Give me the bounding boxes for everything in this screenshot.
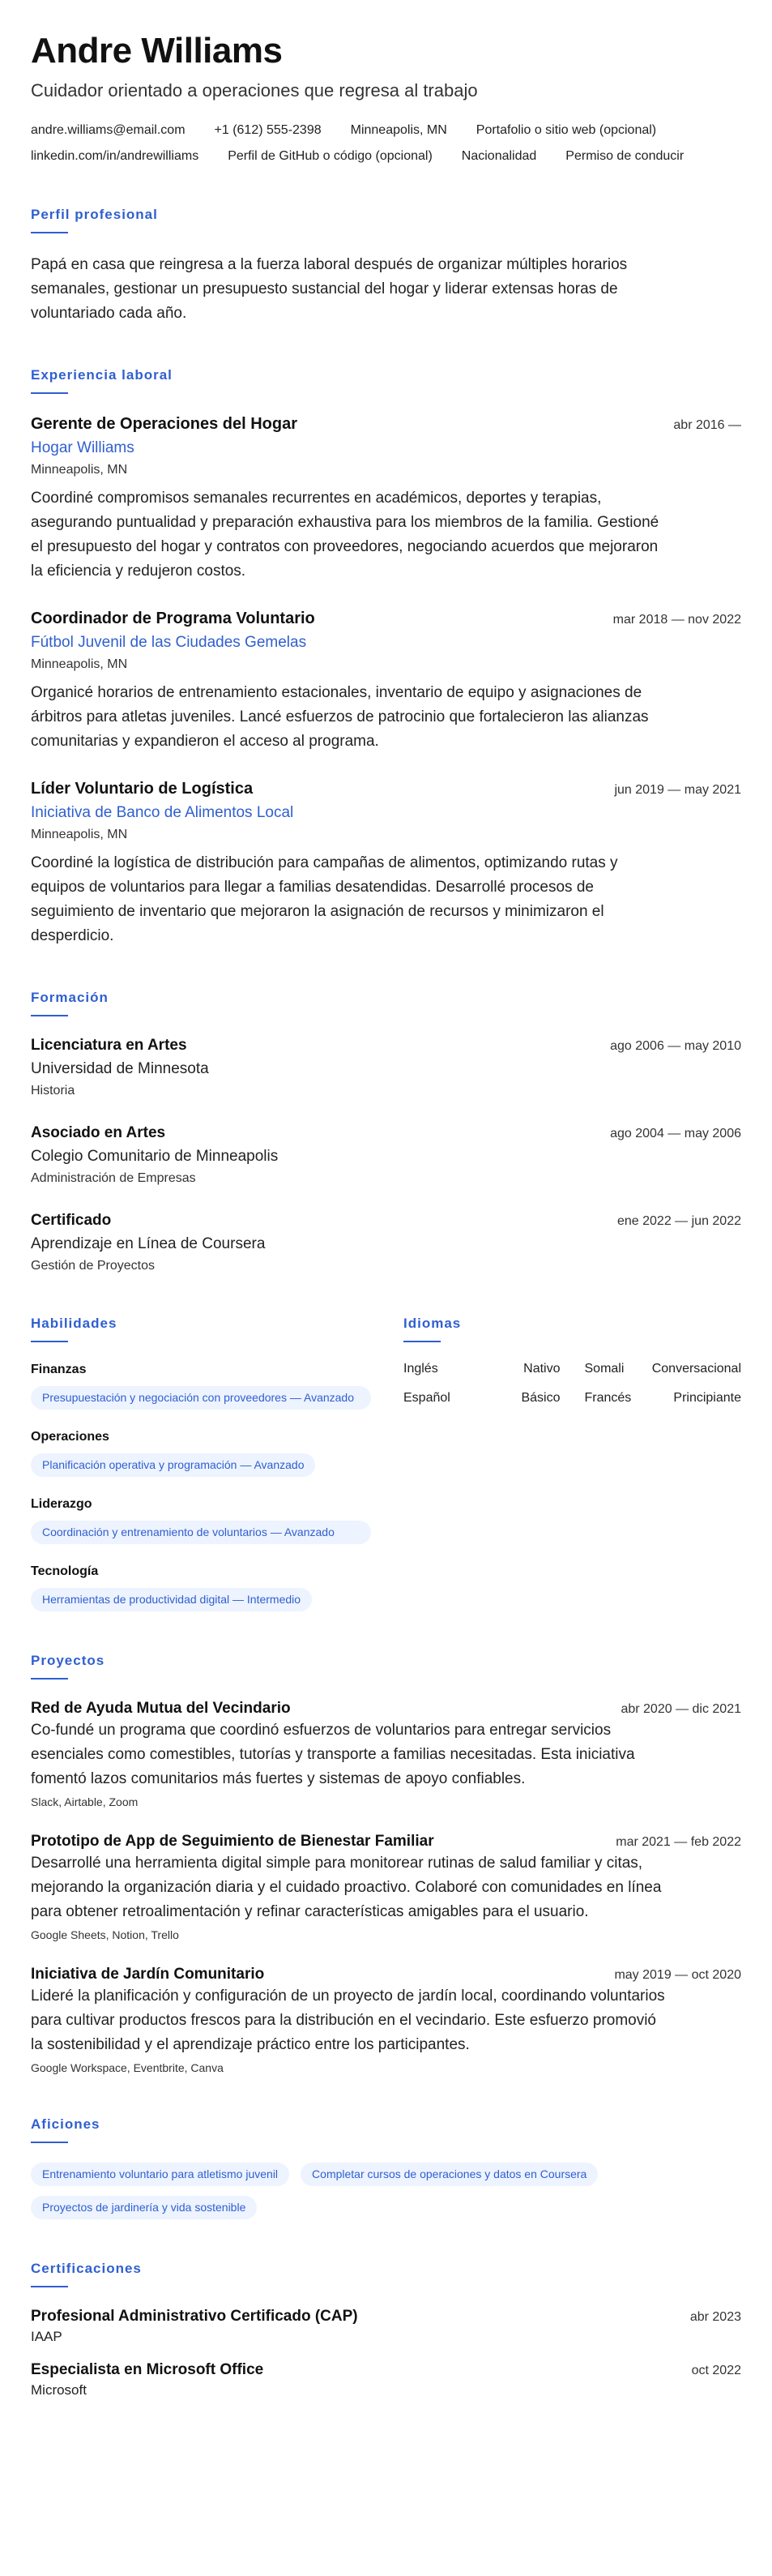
certification-issuer: IAAP [31, 2329, 62, 2344]
project-tools: Slack, Airtable, Zoom [31, 1795, 139, 1808]
projects-section [31, 1652, 741, 2075]
field-of-study: Gestión de Proyectos [31, 1259, 155, 1273]
hobby-tag: Proyectos de jardinería y vida sostenible [31, 2196, 257, 2219]
language-name: Inglés [403, 1362, 438, 1376]
experience-entry [31, 413, 741, 584]
language-item [585, 1391, 742, 1406]
profile-summary: Papá en casa que reingresa a la fuerza laboral después de organizar múltiples horarios semanales, gestionar un presupuesto sustancial del hogar y liderar extensas horas de voluntariado cada año. [31, 256, 628, 322]
section-title: Formación [31, 990, 109, 1005]
hobby-tag: Completar cursos de operaciones y datos en Coursera [301, 2163, 598, 2186]
education-section [31, 989, 741, 1274]
job-description: Coordiné compromisos semanales recurrentes en académicos, deportes y terapias, asegurando puntualidad y preparación exhaustiva para los miembros de la familia. Gestioné el presupuesto del hogar y contratos con proveedores, negociando acuerdos que mejoraron la eficiencia y redujeron costos. [31, 490, 659, 580]
employer-name: Hogar Williams [31, 439, 134, 456]
section-title: Habilidades [31, 1316, 117, 1331]
experience-section [31, 366, 741, 948]
project-date: abr 2020 — dic 2021 [621, 1702, 741, 1716]
project-tools: Google Sheets, Notion, Trello [31, 1928, 179, 1941]
education-date: ene 2022 — jun 2022 [616, 1214, 741, 1228]
section-title: Aficiones [31, 2116, 100, 2132]
certifications-section [31, 2260, 741, 2399]
certification-date: oct 2022 [691, 2364, 741, 2377]
section-title: Experiencia laboral [31, 367, 173, 383]
section-divider [403, 1341, 441, 1342]
language-name: Francés [584, 1391, 632, 1405]
skill-group [31, 1564, 371, 1611]
job-title: Líder Voluntario de Logística [31, 780, 254, 798]
language-name: Somali [584, 1362, 625, 1376]
project-description: Co-fundé un programa que coordinó esfuerzos de voluntarios para entregar servicios esenciales como comestibles, tutorías y transporte a familias necesitadas. Esta iniciativa fomentó lazos comunitarios más fuertes y sistemas de apoyo confiables. [31, 1722, 635, 1787]
skill-category: Finanzas [31, 1363, 87, 1376]
languages-section [403, 1315, 741, 1611]
language-name: Español [403, 1391, 450, 1405]
field-of-study: Historia [31, 1084, 75, 1098]
contact-driving-license: Permiso de conducir [565, 149, 685, 163]
project-date: mar 2021 — feb 2022 [616, 1835, 741, 1849]
contact-location: Minneapolis, MN [350, 123, 447, 137]
education-date: ago 2006 — may 2010 [610, 1039, 741, 1053]
language-item [585, 1362, 742, 1376]
language-item [403, 1391, 561, 1406]
degree-title: Asociado en Artes [31, 1124, 166, 1141]
job-location: Minneapolis, MN [31, 828, 128, 841]
certification-issuer: Microsoft [31, 2382, 87, 2398]
certification-name: Especialista en Microsoft Office [31, 2361, 264, 2378]
candidate-headline: Cuidador orientado a operaciones que regresa al trabajo [31, 80, 478, 101]
certification-entry [31, 2307, 741, 2346]
language-level: Principiante [673, 1391, 741, 1405]
project-tools: Google Workspace, Eventbrite, Canva [31, 2061, 224, 2074]
certification-entry [31, 2360, 741, 2399]
hobby-tag: Entrenamiento voluntario para atletismo juvenil [31, 2163, 289, 2186]
section-title: Perfil profesional [31, 207, 158, 222]
section-divider [31, 2286, 68, 2287]
project-date: may 2019 — oct 2020 [614, 1968, 741, 1982]
job-title: Coordinador de Programa Voluntario [31, 610, 315, 627]
language-level: Básico [521, 1391, 561, 1405]
project-name: Iniciativa de Jardín Comunitario [31, 1966, 265, 1983]
hobbies-section [31, 2116, 741, 2219]
certification-name: Profesional Administrativo Certificado (CAP) [31, 2308, 358, 2325]
school-name: Colegio Comunitario de Minneapolis [31, 1148, 279, 1165]
school-name: Aprendizaje en Línea de Coursera [31, 1235, 266, 1252]
section-divider [31, 1678, 68, 1680]
section-divider [31, 1341, 68, 1342]
candidate-name: Andre Williams [31, 31, 283, 71]
experience-entry [31, 778, 741, 948]
resume-header [31, 31, 741, 165]
skill-tag: Coordinación y entrenamiento de voluntarios — Avanzado [31, 1521, 371, 1544]
certification-date: abr 2023 [689, 2310, 741, 2324]
contact-linkedin[interactable]: linkedin.com/in/andrewilliams [31, 149, 199, 163]
contact-email[interactable]: andre.williams@email.com [31, 123, 186, 137]
language-level: Nativo [523, 1362, 561, 1376]
job-date: abr 2016 — [673, 418, 741, 432]
skill-tag: Presupuestación y negociación con proveedores — Avanzado [31, 1386, 371, 1410]
section-title: Certificaciones [31, 2261, 142, 2276]
skill-category: Liderazgo [31, 1497, 92, 1511]
skill-group [31, 1496, 371, 1544]
school-name: Universidad de Minnesota [31, 1060, 209, 1077]
skill-category: Operaciones [31, 1430, 109, 1444]
skills-section [31, 1315, 371, 1611]
education-entry [31, 1123, 741, 1187]
job-location: Minneapolis, MN [31, 463, 128, 477]
profile-section [31, 206, 741, 326]
skill-tag: Planificación operativa y programación — Avanzado [31, 1453, 315, 1477]
project-name: Red de Ayuda Mutua del Vecindario [31, 1700, 291, 1717]
education-date: ago 2004 — may 2006 [610, 1127, 741, 1140]
project-name: Prototipo de App de Seguimiento de Bienestar Familiar [31, 1833, 434, 1850]
section-divider [31, 1015, 68, 1016]
project-entry [31, 1965, 741, 2075]
skill-category: Tecnología [31, 1564, 99, 1578]
language-level: Conversacional [651, 1362, 741, 1376]
education-entry [31, 1211, 741, 1274]
section-divider [31, 232, 68, 233]
contact-github[interactable]: Perfil de GitHub o código (opcional) [228, 149, 433, 163]
section-divider [31, 2142, 68, 2143]
section-title: Idiomas [403, 1316, 462, 1331]
skill-group [31, 1429, 371, 1477]
project-entry [31, 1832, 741, 1942]
skill-group [31, 1362, 371, 1410]
project-description: Lideré la planificación y configuración de un proyecto de jardín local, coordinando voluntarios para cultivar productos frescos para la distribución en el vecindario. Este esfuerzo promovió la sostenibilidad y el aprendizaje práctico entre los participantes. [31, 1988, 665, 2053]
skills-languages-row [31, 1315, 741, 1611]
contact-portfolio[interactable]: Portafolio o sitio web (opcional) [476, 123, 657, 137]
job-date: mar 2018 — nov 2022 [612, 613, 741, 627]
language-item [403, 1362, 561, 1376]
job-description: Organicé horarios de entrenamiento estacionales, inventario de equipo y asignaciones de árbitros para atletas juveniles. Lancé esfuerzos de patrocinio que fortalecieron las alianzas comunitarias y expandieron el acceso al programa. [31, 684, 649, 750]
job-date: jun 2019 — may 2021 [614, 783, 741, 797]
education-entry [31, 1036, 741, 1099]
job-location: Minneapolis, MN [31, 657, 128, 671]
skill-tag: Herramientas de productividad digital — Intermedio [31, 1588, 312, 1611]
section-divider [31, 392, 68, 394]
project-description: Desarrollé una herramienta digital simple para monitorear rutinas de salud familiar y citas, mejorando la organización diaria y el cuidado proactivo. Colaboré con comunidades en línea para obtener retroalimentación y refinar características amigables para el usuario. [31, 1855, 662, 1920]
employer-name: Fútbol Juvenil de las Ciudades Gemelas [31, 634, 307, 651]
contact-nationality: Nacionalidad [461, 149, 537, 163]
job-description: Coordiné la logística de distribución para campañas de alimentos, optimizando rutas y equipos de voluntarios para llegar a familias desatendidas. Desarrollé procesos de seguimiento de inventario que mejoraron la asignación de recursos y minimizaron el desperdicio. [31, 854, 618, 944]
section-title: Proyectos [31, 1653, 105, 1668]
field-of-study: Administración de Empresas [31, 1171, 196, 1185]
employer-name: Iniciativa de Banco de Alimentos Local [31, 804, 294, 821]
hobby-list [31, 2163, 711, 2219]
contact-list [31, 122, 741, 165]
contact-phone[interactable]: +1 (612) 555-2398 [214, 123, 322, 137]
degree-title: Certificado [31, 1212, 112, 1229]
experience-entry [31, 608, 741, 754]
language-list [403, 1362, 741, 1406]
project-entry [31, 1699, 741, 1809]
job-title: Gerente de Operaciones del Hogar [31, 415, 297, 433]
degree-title: Licenciatura en Artes [31, 1037, 187, 1054]
